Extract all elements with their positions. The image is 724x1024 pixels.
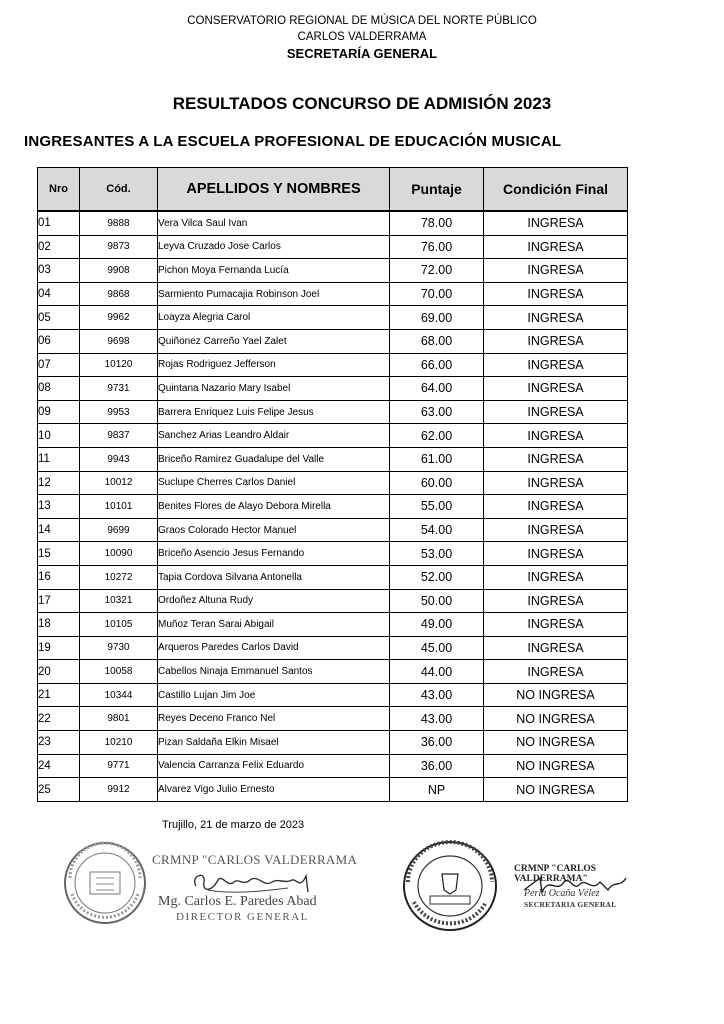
table-row [38,542,628,566]
row-puntaje: 66.00 [390,353,484,377]
row-condicion: INGRESA [484,518,628,542]
row-nro: 16 [38,565,80,589]
row-cod: 10058 [80,660,158,684]
table-row [38,707,628,731]
col-header-cod: Cód. [80,168,158,212]
conservatorio-seal-stamp [60,838,150,928]
row-condicion: INGRESA [484,589,628,613]
row-nro: 12 [38,471,80,495]
row-nro: 10 [38,424,80,448]
table-row [38,282,628,306]
row-puntaje: 78.00 [390,211,484,235]
signature-institution-right: CRMNP "CARLOS VALDERRAMA" [514,864,597,884]
col-header-puntaje: Puntaje [390,168,484,212]
row-cod: 9912 [80,778,158,802]
row-cod: 9699 [80,518,158,542]
row-cod: 9698 [80,329,158,353]
row-cod: 9943 [80,447,158,471]
table-row [38,589,628,613]
secretaria-general-seal-stamp [400,838,500,934]
row-nro: 23 [38,731,80,755]
table-row [38,683,628,707]
row-puntaje: 69.00 [390,306,484,330]
row-nro: 24 [38,754,80,778]
row-nombre: Pizan Saldaña Elkin Misael [158,731,390,755]
row-condicion: INGRESA [484,495,628,519]
document-date: Trujillo, 21 de marzo de 2023 [162,819,305,831]
row-puntaje: 43.00 [390,683,484,707]
secretary-role: SECRETARIA GENERAL [524,900,617,909]
row-puntaje: 64.00 [390,377,484,401]
institution-name: CONSERVATORIO REGIONAL DE MÚSICA DEL NORTE PÚBLICO [187,15,537,27]
row-nombre: Briceño Ramirez Guadalupe del Valle [158,447,390,471]
row-condicion: INGRESA [484,235,628,259]
row-puntaje: 44.00 [390,660,484,684]
table-row [38,471,628,495]
row-condicion: NO INGRESA [484,707,628,731]
results-table-header [38,168,628,212]
row-nro: 02 [38,235,80,259]
row-cod: 9868 [80,282,158,306]
table-row [38,259,628,283]
row-condicion: NO INGRESA [484,731,628,755]
row-puntaje: 61.00 [390,447,484,471]
row-nombre: Leyva Cruzado Jose Carlos [158,235,390,259]
institution-name-line2: CARLOS VALDERRAMA [297,31,427,43]
row-puntaje: 62.00 [390,424,484,448]
table-row [38,306,628,330]
signature-institution: CRMNP "CARLOS VALDERRAMA [152,852,358,867]
table-row [38,424,628,448]
row-nombre: Cabellos Ninaja Emmanuel Santos [158,660,390,684]
row-cod: 10272 [80,565,158,589]
row-nombre: Benites Flores de Alayo Debora Mirella [158,495,390,519]
row-nombre: Sarmiento Pumacajia Robinson Joel [158,282,390,306]
row-condicion: INGRESA [484,329,628,353]
secretary-name: Perla Ocaña Vélez [524,888,600,899]
table-row [38,518,628,542]
row-puntaje: 63.00 [390,400,484,424]
document-subtitle: INGRESANTES A LA ESCUELA PROFESIONAL DE EDUCACIÓN MUSICAL [24,133,562,150]
table-row [38,235,628,259]
row-nro: 03 [38,259,80,283]
row-condicion: NO INGRESA [484,754,628,778]
row-cod: 9837 [80,424,158,448]
table-row [38,447,628,471]
row-condicion: INGRESA [484,565,628,589]
row-nro: 11 [38,447,80,471]
row-cod: 9908 [80,259,158,283]
row-condicion: INGRESA [484,377,628,401]
row-nombre: Quintana Nazario Mary Isabel [158,377,390,401]
row-condicion: INGRESA [484,447,628,471]
results-table [37,167,628,802]
row-puntaje: 76.00 [390,235,484,259]
document-title: RESULTADOS CONCURSO DE ADMISIÓN 2023 [172,94,552,113]
row-puntaje: 36.00 [390,731,484,755]
row-nro: 17 [38,589,80,613]
director-role: DIRECTOR GENERAL [176,911,309,923]
row-nro: 09 [38,400,80,424]
row-nro: 25 [38,778,80,802]
table-row [38,778,628,802]
row-nombre: Castillo Lujan Jim Joe [158,683,390,707]
table-row [38,400,628,424]
row-nombre: Briceño Asencio Jesus Fernando [158,542,390,566]
row-nombre: Tapia Cordova Silvana Antonella [158,565,390,589]
row-nombre: Barrera Enriquez Luis Felipe Jesus [158,400,390,424]
row-puntaje: 52.00 [390,565,484,589]
row-puntaje: 50.00 [390,589,484,613]
row-cod: 10120 [80,353,158,377]
row-nro: 06 [38,329,80,353]
row-condicion: INGRESA [484,353,628,377]
row-puntaje: 60.00 [390,471,484,495]
row-nombre: Sanchez Arias Leandro Aldair [158,424,390,448]
row-nombre: Quiñonez Carreño Yael Zalet [158,329,390,353]
office-name: SECRETARÍA GENERAL [286,46,438,61]
row-cod: 9731 [80,377,158,401]
row-cod: 10321 [80,589,158,613]
row-nro: 04 [38,282,80,306]
row-cod: 9801 [80,707,158,731]
row-condicion: INGRESA [484,660,628,684]
col-header-condicion: Condición Final [484,168,628,212]
director-signature-block [60,838,360,938]
row-cod: 9888 [80,211,158,235]
row-puntaje: 72.00 [390,259,484,283]
row-nro: 20 [38,660,80,684]
row-condicion: INGRESA [484,282,628,306]
row-condicion: NO INGRESA [484,683,628,707]
row-puntaje: 54.00 [390,518,484,542]
row-nro: 08 [38,377,80,401]
row-puntaje: 55.00 [390,495,484,519]
row-condicion: INGRESA [484,542,628,566]
table-row [38,353,628,377]
row-nro: 07 [38,353,80,377]
row-nombre: Loayza Alegria Carol [158,306,390,330]
row-condicion: INGRESA [484,306,628,330]
row-nombre: Valencia Carranza Felix Eduardo [158,754,390,778]
row-puntaje: NP [390,778,484,802]
row-cod: 10105 [80,613,158,637]
row-cod: 9771 [80,754,158,778]
table-row [38,329,628,353]
row-nombre: Rojas Rodriguez Jefferson [158,353,390,377]
table-row [38,660,628,684]
row-nombre: Muñoz Teran Sarai Abigail [158,613,390,637]
row-cod: 10101 [80,495,158,519]
col-header-nro: Nro [38,168,80,212]
table-row [38,754,628,778]
row-nombre: Alvarez Vigo Julio Ernesto [158,778,390,802]
row-condicion: INGRESA [484,259,628,283]
row-puntaje: 43.00 [390,707,484,731]
row-cod: 10090 [80,542,158,566]
table-row [38,565,628,589]
row-nro: 21 [38,683,80,707]
row-cod: 10210 [80,731,158,755]
row-cod: 10344 [80,683,158,707]
row-puntaje: 45.00 [390,636,484,660]
row-nombre: Suclupe Cherres Carlos Daniel [158,471,390,495]
row-nro: 14 [38,518,80,542]
row-condicion: INGRESA [484,424,628,448]
row-nro: 01 [38,211,80,235]
row-nombre: Vera Vilca Saul Ivan [158,211,390,235]
row-condicion: INGRESA [484,211,628,235]
col-header-nombres: APELLIDOS Y NOMBRES [158,168,390,212]
row-puntaje: 49.00 [390,613,484,637]
row-condicion: NO INGRESA [484,778,628,802]
row-nro: 19 [38,636,80,660]
table-row [38,377,628,401]
table-row [38,495,628,519]
row-puntaje: 53.00 [390,542,484,566]
secretary-signature-block [392,836,662,938]
row-condicion: INGRESA [484,400,628,424]
row-cod: 9730 [80,636,158,660]
row-puntaje: 68.00 [390,329,484,353]
row-condicion: INGRESA [484,613,628,637]
row-cod: 10012 [80,471,158,495]
table-row [38,636,628,660]
row-puntaje: 36.00 [390,754,484,778]
row-puntaje: 70.00 [390,282,484,306]
table-row [38,731,628,755]
row-nombre: Graos Colorado Hector Manuel [158,518,390,542]
row-nro: 15 [38,542,80,566]
director-name: Mg. Carlos E. Paredes Abad [158,894,317,909]
row-nro: 18 [38,613,80,637]
row-cod: 9873 [80,235,158,259]
row-nro: 05 [38,306,80,330]
row-nombre: Arqueros Paredes Carlos David [158,636,390,660]
row-condicion: INGRESA [484,471,628,495]
row-condicion: INGRESA [484,636,628,660]
row-nro: 22 [38,707,80,731]
row-nombre: Reyes Deceno Franco Nel [158,707,390,731]
row-nro: 13 [38,495,80,519]
row-nombre: Ordoñez Altuna Rudy [158,589,390,613]
row-cod: 9962 [80,306,158,330]
table-row [38,211,628,235]
table-row [38,613,628,637]
row-cod: 9953 [80,400,158,424]
row-nombre: Pichon Moya Fernanda Lucía [158,259,390,283]
results-table-body [38,211,628,801]
